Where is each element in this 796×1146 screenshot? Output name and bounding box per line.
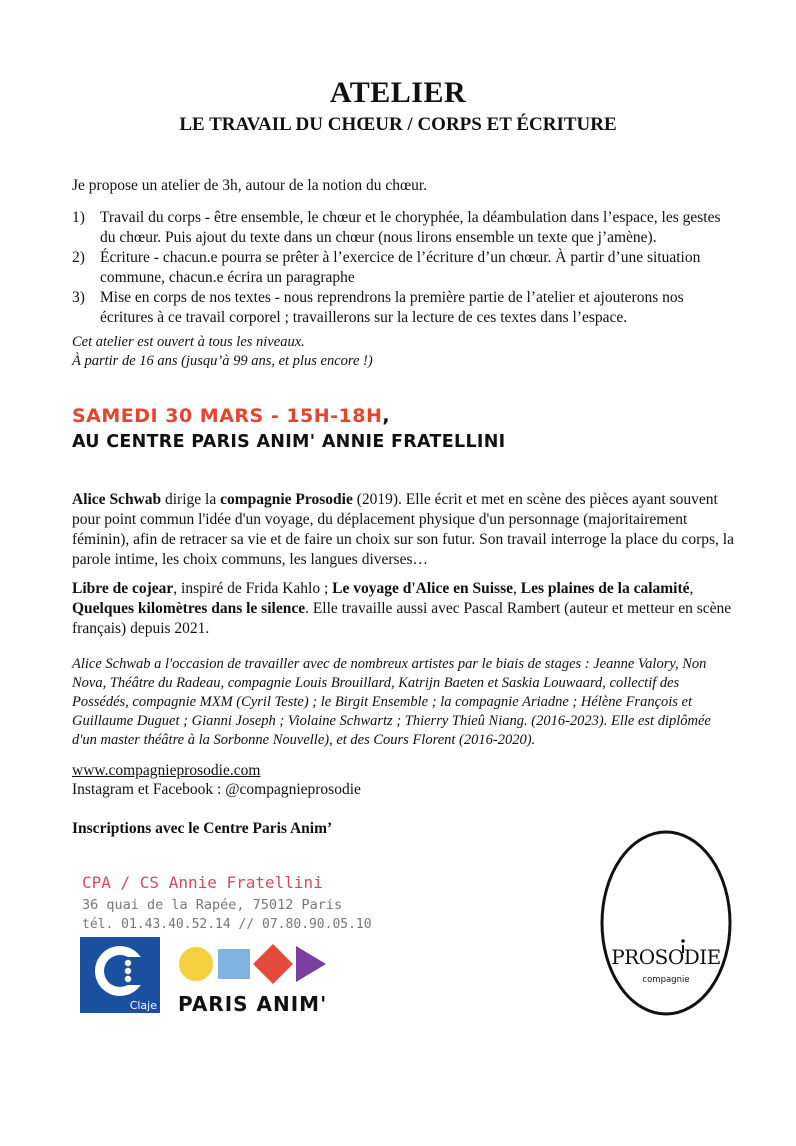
work-title: Quelques kilomètres dans le silence [72,600,306,617]
venue-address: 36 quai de la Rapée, 75012 Paris [82,897,343,913]
audience-note [72,333,732,371]
list-item-text: Travail du corps - être ensemble, le chœur et le choryphée, la déambulation dans l’espace, les gestes du chœur. Puis ajout du texte dans un chœur (nous lirons ensemble un texte que j’amène). [100,209,721,246]
event-date [72,405,390,427]
training-paragraph: Alice Schwab a l'occasion de travailler avec de nombreux artistes par le biais de stages : Jeanne Valory, Non Nova, Théâtre du Radeau, compagnie Louis Brouillard, Katrijn Baeten et Saskia Louwaard, collectif des Possédés, compagnie MXM (Cyril Teste) ; le Birgit Ensemble ; la compagnie Ariadne ; Hélène François et Guillaume Duguet ; Gianni Joseph ; Violaine Schwartz ; Thierry Thieû Niang. (2016-2023). Elle est diplômée d'un master théâtre à la Sorbonne Nouvelle), et des Cours Florent (2016-2020). [72,656,711,748]
bio-text: (2019). Elle écrit et met en scène des pièces ayant souvent pour point commun l'idée d'un voyage, du déplacement physique d'un personnage (majoritairement féminin), afin de retracer sa vie et de faire un choix sur son futur. Son travail interroge la place du corps, la parole intime, les choix communs, les langues diverses… [72,491,734,568]
list-item [72,248,738,288]
claje-label: Claje [129,999,157,1012]
list-item-number: 2) [72,249,85,266]
works-text: . Elle travaille aussi avec Pascal Rambert (auteur et metteur en scène français) depuis 2021. [72,600,732,637]
audience-note-line1: Cet atelier est ouvert à tous les niveaux. [72,334,305,350]
website-link[interactable]: www.compagnieprosodie.com [72,762,261,779]
claje-logo [80,937,160,1013]
page-subtitle: LE TRAVAIL DU CHŒUR / CORPS ET ÉCRITURE [179,114,617,135]
venue-name: CPA / CS Annie Fratellini [82,873,323,892]
list-item-number: 3) [72,289,85,306]
list-item-text: Mise en corps de nos textes - nous reprendrons la première partie de l’atelier et ajouterons nos écritures à ce travail corporel ; travaillerons sur la lecture de ces textes dans l’espace. [100,289,684,326]
bio-name: Alice Schwab [72,491,162,508]
page-title: ATELIER [329,76,467,109]
intro-paragraph: Je propose un atelier de 3h, autour de la notion du chœur. [72,177,428,194]
steps-list [72,208,738,328]
works-text: , inspiré de Frida Kahlo ; [173,580,333,597]
works-text: , [513,580,521,597]
prosodie-subtitle: compagnie [642,975,690,985]
event-venue: AU CENTRE PARIS ANIM' ANNIE FRATELLINI [72,432,506,452]
work-title: Les plaines de la calamité [520,580,690,597]
venue-phone: tél. 01.43.40.52.14 // 07.80.90.05.10 [82,917,372,932]
works-paragraph [72,579,738,639]
list-item-number: 1) [72,209,85,226]
bio-text: dirige la [161,491,221,508]
list-item [72,288,738,328]
bio-company: compagnie Prosodie [220,491,353,508]
social-handles: Instagram et Facebook : @compagnieprosodie [72,781,361,798]
prosodie-logo-icon [598,828,734,1018]
event-date-text: SAMEDI 30 MARS - 15H-18H [72,405,383,427]
registration-note: Inscriptions avec le Centre Paris Anim’ [72,820,333,837]
prosodie-wordmark: PROSODIE [611,945,721,969]
event-date-comma: , [382,405,391,427]
work-title: Le voyage d'Alice en Suisse [332,580,513,597]
list-item-text: Écriture - chacun.e pourra se prêter à l’exercice de l’écriture d’un chœur. À partir d’une situation commune, chacun.e écrira un paragraphe [100,249,701,286]
work-title: Libre de cojear [72,580,174,597]
list-item [72,208,738,248]
bio-paragraph [72,490,738,570]
works-text: , [689,580,694,597]
paris-anim-logo-text: PARIS ANIM' [178,992,328,1016]
audience-note-line2: À partir de 16 ans (jusqu’à 99 ans, et plus encore !) [72,353,373,369]
